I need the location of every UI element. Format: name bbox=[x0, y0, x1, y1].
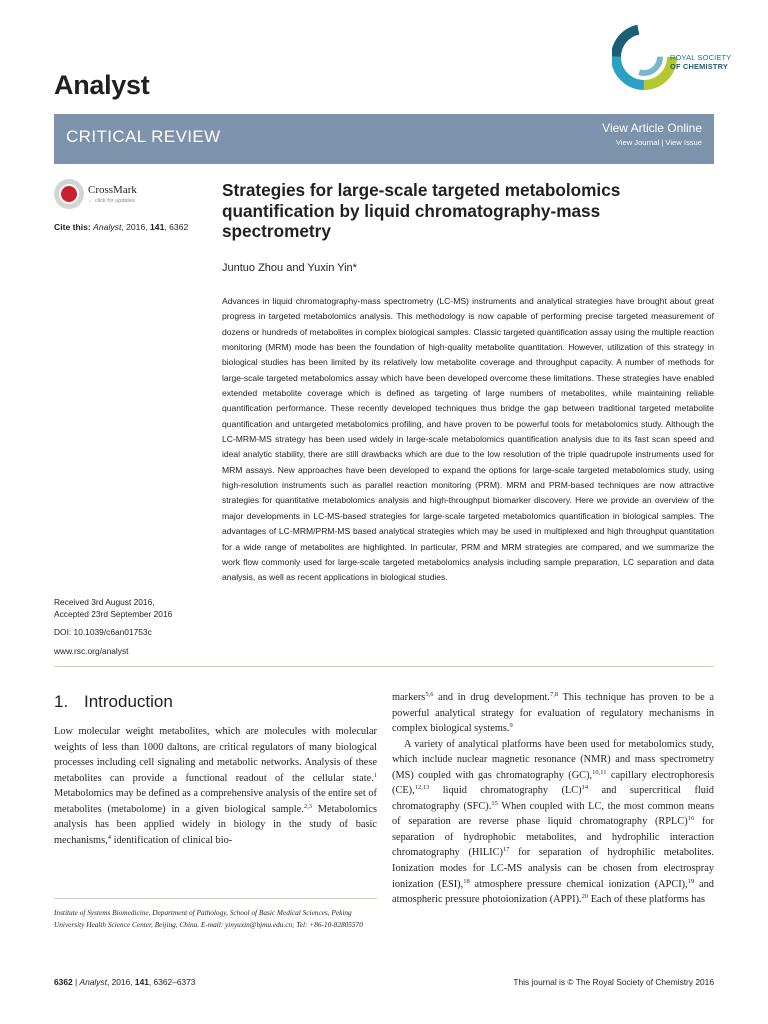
cite-year: , 2016, bbox=[121, 222, 151, 232]
citation-ref[interactable]: 4 bbox=[107, 833, 111, 841]
crossmark-sub: ← click for updates bbox=[88, 198, 135, 204]
citation-ref[interactable]: 16 bbox=[687, 815, 695, 823]
citation-ref[interactable]: 20 bbox=[581, 893, 589, 901]
section-heading bbox=[54, 692, 173, 712]
crossmark-label: CrossMark bbox=[88, 184, 137, 196]
citation-ref[interactable]: 14 bbox=[581, 784, 589, 792]
accepted-date: Accepted 23rd September 2016 bbox=[54, 608, 173, 619]
body-column-left bbox=[54, 724, 377, 848]
journal-url[interactable]: www.rsc.org/analyst bbox=[54, 646, 129, 656]
citation-ref[interactable]: 18 bbox=[463, 877, 470, 885]
footer-year: , 2016, bbox=[106, 977, 135, 987]
citation-ref[interactable]: 5,6 bbox=[425, 691, 434, 698]
article-title: Strategies for large-scale targeted metabolomics quantification by liquid chromatography-mass spectrometry bbox=[222, 180, 621, 241]
paragraph: A variety of analytical platforms have been used for metabolomics study, which include nuclear magnetic resonance (NMR) and mass spectrometry (MS) coupled with gas chromatography (GC),$^{10,11}$ capillary electrophoresis (CE),$^{12,13}$ liquid chromatography (LC)$^{14}$ and supercritical fluid chromatography (SFC).$^{15}$ When coupled with LC, the most common means of separation are reverse phase liquid chromatography (RPLC)$^{16}$ for separation of hydrophobic metabolites, and hydrophilic interaction chromatography (HILIC)$^{17}$ for separation of hydrophilic metabolites. Ionization modes for LC-MS analysis can be chosen from electrospray ionization (ESI),$^{18}$ atmosphere pressure chemical ionization (APCI),$^{19}$ and atmospheric pressure photoionization (APPI).$^{20}$ Each of these platforms has bbox=[392, 738, 715, 906]
section-title: Introduction bbox=[84, 692, 173, 711]
cite-prefix: Cite this: bbox=[54, 222, 91, 232]
citation-ref[interactable]: 9 bbox=[509, 722, 513, 730]
received-dates bbox=[54, 597, 214, 620]
footer-pages: , 6362–6373 bbox=[148, 977, 196, 987]
footnote-divider bbox=[54, 898, 377, 899]
article-abstract: Advances in liquid chromatography-mass spectrometry (LC-MS) instruments and analytical strategies have brought about great progress in targeted metabolomics analysis. This methodology is now capable of performing precise targeted measurement of dozens or hundreds of metabolites in complex biological samples. Classic targeted quantification assay using the multiple reaction monitoring (MRM) mode has been the foundation of high-quality metabolite quantitation. However, utilization of this strategy in biological studies has been limited by its relatively low metabolite coverage and throughput capacity. A number of methods for large-scale targeted metabolomics assay which have been developed overcome these limitations. These strategies have enabled extended metabolite coverage which is defined as targeting of large numbers of metabolites, while maintaining reliable quantification performance. These recently developed techniques thus bridge the gap between traditional targeted metabolite quantification and untargeted metabolomics profiling, and have proven to be powerful tools for metabolomics study. Although the LC-MRM-MS strategy has been used widely in large-scale metabolomics quantification analysis due to its fast scan speed and ideal analytic stability, there are still drawbacks which are due to the low resolution of the triple quadrupole instruments used for MRM assays. New approaches have been developed to expand the options for large-scale targeted metabolomics study, using high-resolution instruments such as parallel reaction monitoring (PRM). MRM and PRM-based techniques are now attractive strategies for quantitative metabolomics analysis and high-throughput biomarker discovery. Here we provide an overview of the major developments in LC-MS-based strategies for large-scale targeted metabolomics quantification in biological samples. The advantages of LC-MRM/PRM-MS based analytical strategies which may be used in multiplexed and high throughput quantitation for a wide range of metabolites are highlighted. In particular, PRM and MRM strategies are compared, and we summarize the work flow commonly used for large-scale targeted metabolomics analysis including sample preparation, LC separation and data analysis, as well as recent applications in biological studies. bbox=[222, 296, 714, 583]
doi[interactable]: DOI: 10.1039/c6an01753c bbox=[54, 627, 152, 637]
article-authors: Juntuo Zhou and Yuxin Yin* bbox=[222, 262, 357, 274]
citation-ref[interactable]: 17 bbox=[502, 846, 510, 854]
article-type-label: CRITICAL REVIEW bbox=[66, 127, 221, 146]
cite-journal: Analyst bbox=[93, 222, 122, 232]
citation-ref[interactable]: 12,13 bbox=[414, 784, 430, 792]
footer-volume: 141 bbox=[134, 977, 149, 987]
received-date: Received 3rd August 2016, bbox=[54, 597, 155, 607]
footer-separator: | bbox=[72, 977, 80, 987]
paragraph: Low molecular weight metabolites, which are molecules with molecular weights of less than 1000 daltons, are critical regulators of many biological processes including cell signaling and metabolic networks. Analysis of these metabolites can provide a functional readout of the cellular state.$^1$ Metabolomics may be defined as a comprehensive analysis of the entire set of metabolites (metabolome) in a given biological sample.$^{2,3}$ Metabolomics analysis has been applied widely in biology in the study of basic mechanisms,$^4$ identification of clinical bio- bbox=[54, 726, 377, 846]
citation-ref[interactable]: 7,8 bbox=[550, 691, 559, 698]
publisher-line1: ROYAL SOCIETY bbox=[670, 53, 732, 62]
citation-ref[interactable]: 2,3 bbox=[303, 802, 312, 810]
view-issue-link[interactable]: View Issue bbox=[665, 138, 702, 147]
article-type-banner bbox=[54, 114, 714, 164]
view-article-online-link[interactable]: View Article Online bbox=[602, 121, 702, 135]
citation-ref[interactable]: 1 bbox=[373, 771, 377, 779]
page-footer-right: This journal is © The Royal Society of Chemistry 2016 bbox=[513, 977, 714, 987]
crossmark-badge[interactable] bbox=[54, 179, 144, 213]
citation bbox=[54, 222, 188, 232]
crossmark-icon-inner bbox=[59, 184, 79, 204]
publisher-name bbox=[670, 54, 731, 72]
citation-ref[interactable]: 19 bbox=[687, 877, 695, 885]
view-journal-link[interactable]: View Journal bbox=[615, 138, 660, 147]
view-links bbox=[616, 138, 702, 147]
citation-ref[interactable]: 15 bbox=[491, 799, 498, 807]
cite-page: , 6362 bbox=[164, 222, 189, 232]
page-footer-left bbox=[54, 977, 195, 987]
publisher-line2: OF CHEMISTRY bbox=[670, 61, 728, 71]
journal-title: Analyst bbox=[54, 70, 150, 100]
affiliation-footnote: Institute of Systems Biomedicine, Department of Pathology, School of Basic Medical Sciences, Peking University Health Science Center, Beijing, China. E-mail: yinyuxin@bjmu.edu.cn; Tel: +86-10-82805570 bbox=[54, 908, 363, 929]
footer-journal: Analyst bbox=[79, 977, 107, 987]
page-number: 6362 bbox=[54, 977, 73, 987]
section-number: 1. bbox=[54, 692, 69, 711]
paragraph: markers$^{5,6}$ and in drug development.$^{7,8}$ This technique has proven to be a powerful analytical strategy for evaluation of regulatory mechanisms in complex biological systems.$^9$ bbox=[392, 691, 714, 735]
crossmark-icon bbox=[54, 179, 84, 209]
citation-ref[interactable]: 10,11 bbox=[592, 768, 607, 776]
link-separator: | bbox=[659, 138, 666, 147]
divider bbox=[54, 666, 714, 667]
cite-volume: 141 bbox=[150, 222, 165, 232]
body-column-right bbox=[392, 690, 714, 908]
